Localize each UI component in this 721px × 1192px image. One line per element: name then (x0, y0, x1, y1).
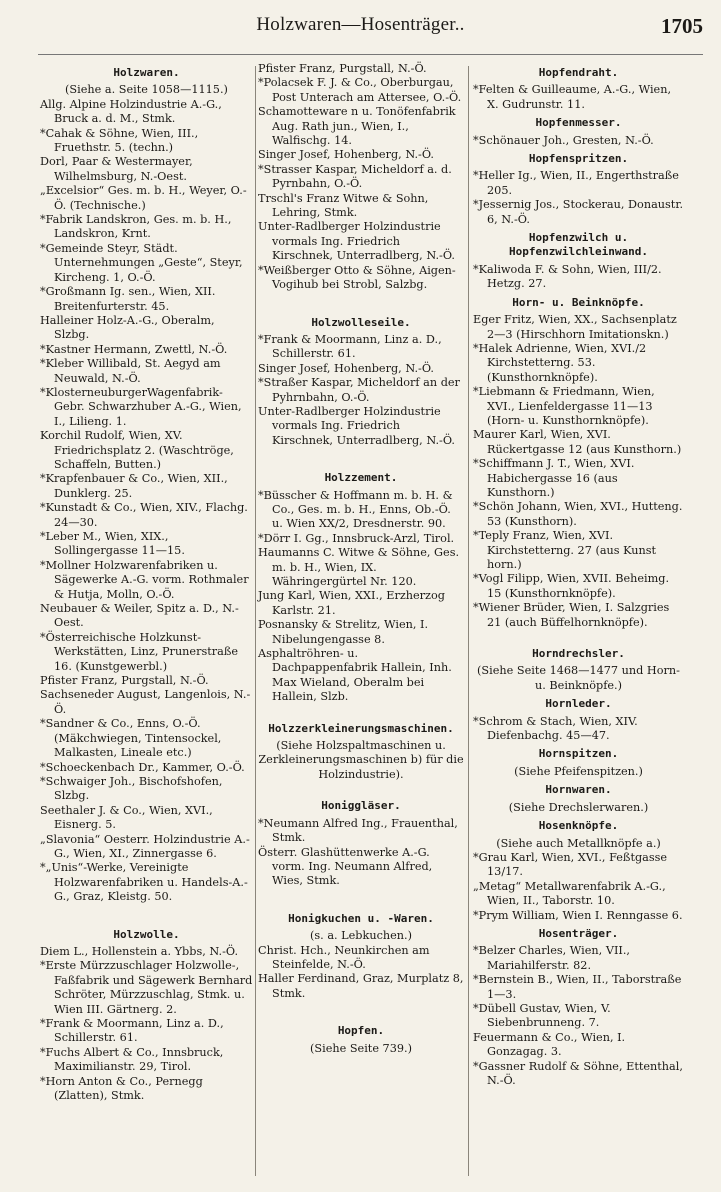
section-title: Hornwaren. (545, 783, 612, 797)
list-item: *Schön Johann, Wien, XVI., Hutteng. 53 (Kunsthorn). (473, 500, 683, 528)
list-item: Maurer Karl, Wien, XVI. Rückertgasse 12 (aus Kunsthorn.) (473, 428, 682, 456)
list-item: Haumanns C. Witwe & Söhne, Ges. m. b. H., Wien, IX. Währingergürtel Nr. 120. (258, 546, 460, 588)
list-item: *Prym William, Wien I. Renngasse 6. (473, 908, 683, 922)
list-item: *Frank & Moormann, Linz a. D., Schillerstr. 61. (40, 1017, 224, 1045)
list-item: Halleiner Holz-A.-G., Oberalm, Slzbg. (40, 313, 215, 342)
list-item: *Cahak & Söhne, Wien, III., Fruethstr. 5. (techn.) (40, 126, 199, 155)
list-item: *Schoeckenbach Dr., Kammer, O.-Ö. (40, 760, 245, 774)
list-item: *Fabrik Landskron, Ges. m. b. H., Landskron, Krnt. (40, 213, 232, 241)
section-note: (Siehe Drechslerwaren.) (508, 800, 649, 814)
list-item: *Kaliwoda F. & Sohn, Wien, III/2. Hetzg. 27. (473, 262, 662, 291)
section-note: (Siehe Seite 1468—1477 und Horn- u. Beinknöpfe.) (477, 664, 680, 692)
list-item: *Schiffmann J. T., Wien, XVI. Habichergasse 16 (aus Kunsthorn.) (473, 457, 635, 499)
list-item: *Weißberger Otto & Söhne, Aigen-Vogihub bei Strobl, Salzbg. (258, 263, 456, 292)
list-item: Pfister Franz, Purgstall, N.-Ö. (258, 62, 427, 75)
list-item: *Sandner & Co., Enns, O.-Ö. (Mäkchwiegen, Tintensockel, Malkasten, Lineale etc.) (40, 717, 222, 760)
column-2 (258, 62, 464, 1056)
list-item: Sachseneder August, Langenlois, N.-Ö. (40, 688, 251, 716)
list-item: „Slavonia“ Oesterr. Holzindustrie A.-G., Wien, XI., Zinnergasse 6. (40, 832, 250, 860)
list-item: Schamotteware n u. Tonöfenfabrik Aug. Rath jun., Wien, I., Walfischg. 14. (258, 105, 456, 148)
list-item: *Gemeinde Steyr, Städt. Unternehmungen „Geste“, Steyr, Kircheng. 1, O.-Ö. (40, 241, 243, 284)
page-header (0, 14, 721, 44)
list-item: *Straßer Kaspar, Micheldorf an der Pyhrnbahn, O.-Ö. (258, 376, 460, 404)
list-item: *Schrom & Stach, Wien, XIV. Diefenbachg. 45—47. (473, 714, 638, 743)
list-item: *Grau Karl, Wien, XVI., Feßtgasse 13/17. (473, 850, 668, 879)
section-note: (s. a. Lebkuchen.) (310, 929, 412, 943)
column-1 (40, 62, 253, 1103)
list-item: „Excelsior“ Ges. m. b. H., Weyer, O.-Ö. (Technische.) (40, 184, 247, 212)
list-item: Singer Josef, Hohenberg, N.-Ö. (258, 148, 434, 162)
section-note: (Siehe Seite 739.) (310, 1041, 412, 1055)
list-item: *Österreichische Holzkunst-Werkstätten, Linz, Prunerstraße 16. (Kunstgewerbl.) (40, 630, 239, 673)
section-title: Horndrechsler. (532, 647, 625, 661)
list-item: Singer Josef, Hohenberg, N.-Ö. (258, 361, 434, 375)
section-title: Hopfenspritzen. (528, 152, 629, 166)
list-item: Dorl, Paar & Westermayer, Wilhelmsburg, N.-Oest. (40, 155, 193, 183)
list-item: Posnansky & Strelitz, Wien, I. Nibelungengasse 8. (258, 618, 429, 646)
list-item: *Jessernig Jos., Stockerau, Donaustr. 6, N.-Ö. (473, 198, 684, 226)
section-title: Honigkuchen u. -Waren. (288, 911, 434, 925)
list-item: *Kleber Willibald, St. Aegyd am Neuwald, N.-Ö. (40, 357, 221, 385)
column-divider (468, 66, 469, 1176)
list-item: Neubauer & Weiler, Spitz a. D., N.-Oest. (40, 602, 239, 630)
list-item: *Bernstein B., Wien, II., Taborstraße 1—3. (473, 973, 682, 1001)
list-item: *Kastner Hermann, Zwettl, N.-Ö. (40, 342, 228, 356)
list-item: *Horn Anton & Co., Pernegg (Zlatten), Stmk. (40, 1074, 203, 1103)
list-item: *„Unis“-Werke, Vereinigte Holzwarenfabriken u. Handels-A.-G., Graz, Kleistg. 50. (40, 861, 248, 904)
list-item: Österr. Glashüttenwerke A.-G. vorm. Ing. Neumann Alfred, Wies, Stmk. (258, 845, 433, 888)
list-item: *Erste Mürzzuschlager Holzwolle-, Faßfabrik und Sägewerk Bernhard Schröter, Mürzzuschlag, Stmk. u. Wien III. Gärtnerg. 2. (40, 959, 253, 1016)
list-item: *Strasser Kaspar, Micheldorf a. d. Pyrnbahn, O.-Ö. (258, 162, 452, 191)
list-item: Diem L., Hollenstein a. Ybbs, N.-Ö. (40, 944, 239, 958)
list-item: Seethaler J. & Co., Wien, XVI., Eisnerg. 5. (40, 803, 213, 832)
list-item: *Wiener Brüder, Wien, I. Salzgries 21 (auch Büffelhornknöpfe). (473, 601, 670, 629)
list-item: *Felten & Guilleaume, A.-G., Wien, X. Gudrunstr. 11. (473, 83, 672, 111)
list-item: *Schwaiger Joh., Bischofshofen, Slzbg. (40, 774, 223, 803)
list-item: *Vogl Filipp, Wien, XVII. Beheimg. 15 (Kunsthornknöpfe). (473, 572, 670, 600)
section-title: Hornleder. (545, 697, 612, 711)
column-3 (473, 62, 684, 1088)
list-item: *Mollner Holzwarenfabriken u. Sägewerke A.-G. vorm. Rothmaler & Hutja, Molln, O.-Ö. (40, 558, 249, 601)
list-item: Eger Fritz, Wien, XX., Sachsenplatz 2—3 (Hirschhorn Imitationskn.) (473, 313, 677, 341)
section-title: Holzwaren. (113, 66, 180, 79)
list-item: Allg. Alpine Holzindustrie A.-G., Bruck a. d. M., Stmk. (40, 97, 222, 126)
list-item: *Belzer Charles, Wien, VII., Mariahilferstr. 82. (473, 944, 630, 972)
list-item: *Gassner Rudolf & Söhne, Ettenthal, N.-Ö. (473, 1059, 683, 1087)
list-item: *Dübell Gustav, Wien, V. Siebenbrunneng. 7. (473, 1001, 611, 1030)
list-item: Unter-Radlberger Holzindustrie vormals Ing. Friedrich Kirschnek, Unterradlberg, N.-Ö. (258, 404, 455, 447)
list-item: Feuermann & Co., Wien, I. Gonzagag. 3. (473, 1030, 626, 1059)
section-title: Holzwolle. (113, 927, 180, 941)
section-note: (Siehe Pfeifenspitzen.) (514, 764, 643, 778)
list-item: *Teply Franz, Wien, XVI. Kirchstetterng. 27 (aus Kunst horn.) (473, 529, 657, 571)
column-divider (255, 66, 256, 1176)
section-note: (Siehe auch Metallknöpfe a.) (496, 836, 661, 850)
section-note: (Siehe a. Seite 1058—1115.) (65, 83, 228, 97)
section-title: Hosenträger. (538, 926, 619, 940)
section-title: Hopfenmesser. (535, 116, 622, 130)
list-item: *Leber M., Wien, XIX., Sollingergasse 11—15. (40, 530, 185, 558)
list-item: „Metag“ Metallwarenfabrik A.-G., Wien, II., Taborstr. 10. (473, 879, 666, 908)
section-title: Hornspitzen. (538, 747, 619, 761)
section-title: Honiggläser. (321, 799, 401, 813)
list-item: *Neumann Alfred Ing., Frauenthal, Stmk. (258, 816, 458, 845)
list-item: *Frank & Moormann, Linz a. D., Schillerstr. 61. (258, 332, 442, 361)
section-title: Holzzement. (324, 471, 398, 485)
section-note: (Siehe Holzspaltmaschinen u. Zerkleinerungsmaschinen b) für die Holzindustrie). (258, 739, 464, 781)
list-item: Haller Ferdinand, Graz, Murplatz 8, Stmk. (258, 972, 464, 1000)
list-item: *Liebmann & Friedmann, Wien, XVI., Lienfeldergasse 11—13 (Horn- u. Kunsthornknöpfe). (473, 385, 655, 427)
list-item: Christ. Hch., Neunkirchen am Steinfelde, N.-Ö. (258, 943, 430, 971)
section-title: Holzwolleseile. (311, 315, 411, 329)
list-item: *Büsscher & Hoffmann m. b. H. & Co., Ges. m. b. H., Enns, Ob.-Ö. u. Wien XX/2, Dresdnerstr. 90. (258, 488, 453, 531)
list-item: Jung Karl, Wien, XXI., Erzherzog Karlstr. 21. (258, 589, 445, 617)
list-item: *Großmann Ig. sen., Wien, XII. Breitenfurterstr. 45. (40, 285, 216, 313)
section-title: Hopfen. (337, 1024, 385, 1038)
list-item: *Kunstadt & Co., Wien, XIV., Flachg. 24—30. (40, 501, 248, 529)
list-item: *Dörr I. Gg., Innsbruck-Arzl, Tirol. (258, 531, 455, 545)
list-item: *Fuchs Albert & Co., Innsbruck, Maximilianstr. 29, Tirol. (40, 1045, 224, 1074)
list-item: Unter-Radlberger Holzindustrie vormals Ing. Friedrich Kirschnek, Unterradlberg, N.-Ö. (258, 220, 455, 263)
list-item: Trschl's Franz Witwe & Sohn, Lehring, Stmk. (258, 191, 429, 220)
list-item: *Halek Adrienne, Wien, XVI./2 Kirchstetterng. 53. (Kunsthornknöpfe). (473, 341, 647, 384)
list-item: *Heller Ig., Wien, II., Engerthstraße 205. (473, 169, 679, 197)
list-item: Pfister Franz, Purgstall, N.-Ö. (40, 674, 209, 688)
running-head: Holzwaren—Hosenträger.. (256, 14, 465, 35)
list-item: *Krapfenbauer & Co., Wien, XII., Dunklerg. 25. (40, 472, 228, 500)
header-rule (38, 54, 703, 55)
section-title: Hopfendraht. (538, 66, 619, 79)
section-title: Hosenknöpfe. (538, 819, 619, 833)
list-item: *Schönauer Joh., Gresten, N.-Ö. (473, 133, 654, 147)
list-item: Asphaltröhren- u. Dachpappenfabrik Hallein, Inh. Max Wieland, Oberalm bei Hallein, Slzb. (258, 647, 452, 704)
list-item: Korchil Rudolf, Wien, XV. Friedrichsplatz 2. (Waschtröge, Schaffeln, Butten.) (40, 429, 234, 471)
list-item: *Polacsek F. J. & Co., Oberburgau, Post Unterach am Attersee, O.-Ö. (258, 76, 462, 104)
section-title: Hopfenzwilch u. Hopfenzwilchleinwand. (508, 231, 649, 259)
list-item: *KlosterneuburgerWagenfabrik-Gebr. Schwarzhuber A.-G., Wien, I., Lilieng. 1. (40, 385, 242, 428)
section-title: Holzzerkleinerungsmaschinen. (268, 721, 454, 735)
section-title: Horn- u. Beinknöpfe. (512, 295, 645, 309)
page-number: 1705 (661, 14, 703, 38)
